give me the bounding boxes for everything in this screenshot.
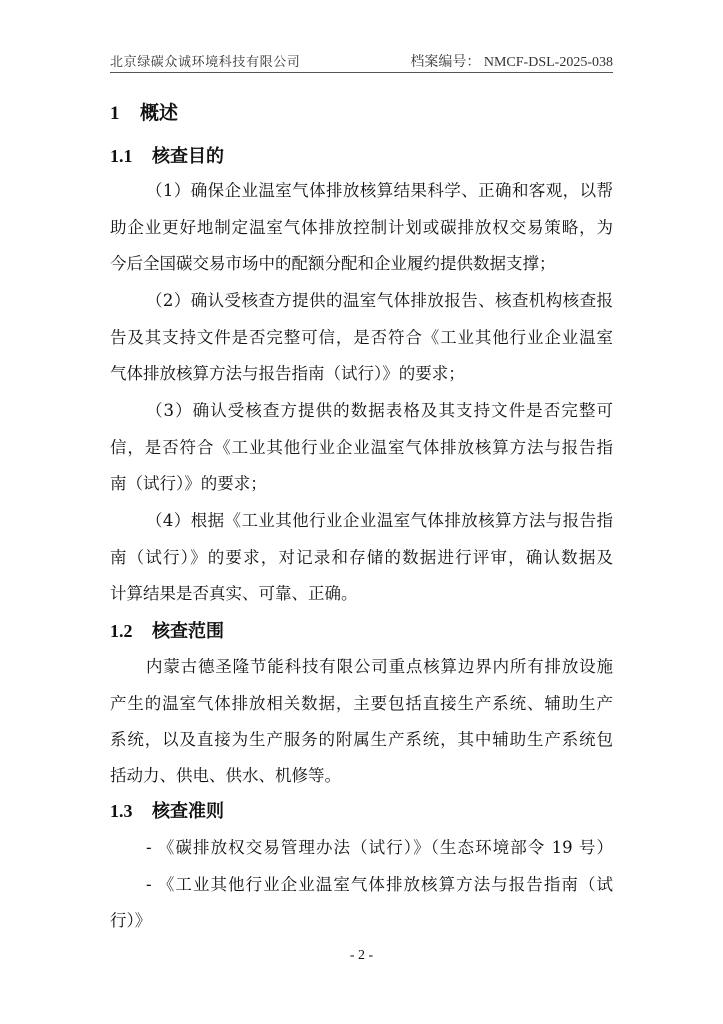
heading-number: 1.1 <box>110 146 133 166</box>
paragraph-line: （3）确认受核查方提供的数据表格及其支持文件是否完整可 <box>146 401 613 420</box>
header-divider <box>110 72 613 73</box>
paragraph-line: 告及其支持文件是否完整可信，是否符合《工业其他行业企业温室 <box>110 328 613 347</box>
paragraph-line: 括动力、供电、供水、机修等。 <box>110 766 341 785</box>
paragraph-line: （2）确认受核查方提供的温室气体排放报告、核查机构核查报 <box>146 291 613 310</box>
paragraph-line: （1）确保企业温室气体排放核算结果科学、正确和客观，以帮 <box>146 181 613 200</box>
heading-number: 1 <box>110 103 120 124</box>
heading-title: 核查范围 <box>152 621 224 642</box>
paragraph-line: （4）根据《工业其他行业企业温室气体排放核算方法与报告指 <box>146 511 613 530</box>
heading-title: 概述 <box>140 102 179 124</box>
paragraph-line: 计算结果是否真实、可靠、正确。 <box>110 584 358 603</box>
paragraph-line: - 《碳排放权交易管理办法（试行）》（生态环境部令 19 号） <box>146 838 613 857</box>
subsection-heading <box>110 145 613 168</box>
paragraph-line: 南（试行）》的要求，对记录和存储的数据进行评审，确认数据及 <box>110 548 613 567</box>
heading-title: 核查准则 <box>152 801 224 822</box>
paragraph-line: 系统，以及直接为生产服务的附属生产系统，其中辅助生产系统包 <box>110 730 613 749</box>
paragraph-line: - 《工业其他行业企业温室气体排放核算方法与报告指南（试 <box>146 875 613 894</box>
paragraph-line: 内蒙古德圣隆节能科技有限公司重点核算边界内所有排放设施 <box>146 657 613 676</box>
paragraph-line: 信，是否符合《工业其他行业企业温室气体排放核算方法与报告指 <box>110 438 613 457</box>
section-heading <box>110 102 613 125</box>
header-company: 北京绿碳众诚环境科技有限公司 <box>110 55 301 70</box>
paragraph-line: 助企业更好地制定温室气体排放控制计划或碳排放权交易策略，为 <box>110 218 613 237</box>
header-doc-number: 档案编号： NMCF-DSL-2025-038 <box>410 55 613 70</box>
paragraph-line: 气体排放核算方法与报告指南（试行）》的要求； <box>110 364 465 383</box>
heading-number: 1.3 <box>110 801 133 821</box>
heading-title: 核查目的 <box>152 146 224 167</box>
heading-number: 1.2 <box>110 621 133 641</box>
paragraph-line: 南（试行）》的要求； <box>110 474 267 493</box>
paragraph-line: 今后全国碳交易市场中的配额分配和企业履约提供数据支撑； <box>110 254 556 273</box>
subsection-heading <box>110 620 613 643</box>
page-number: - 2 - <box>349 948 374 963</box>
paragraph-line: 产生的温室气体排放相关数据，主要包括直接生产系统、辅助生产 <box>110 694 613 713</box>
subsection-heading <box>110 800 613 823</box>
paragraph-line: 行）》 <box>110 911 152 930</box>
